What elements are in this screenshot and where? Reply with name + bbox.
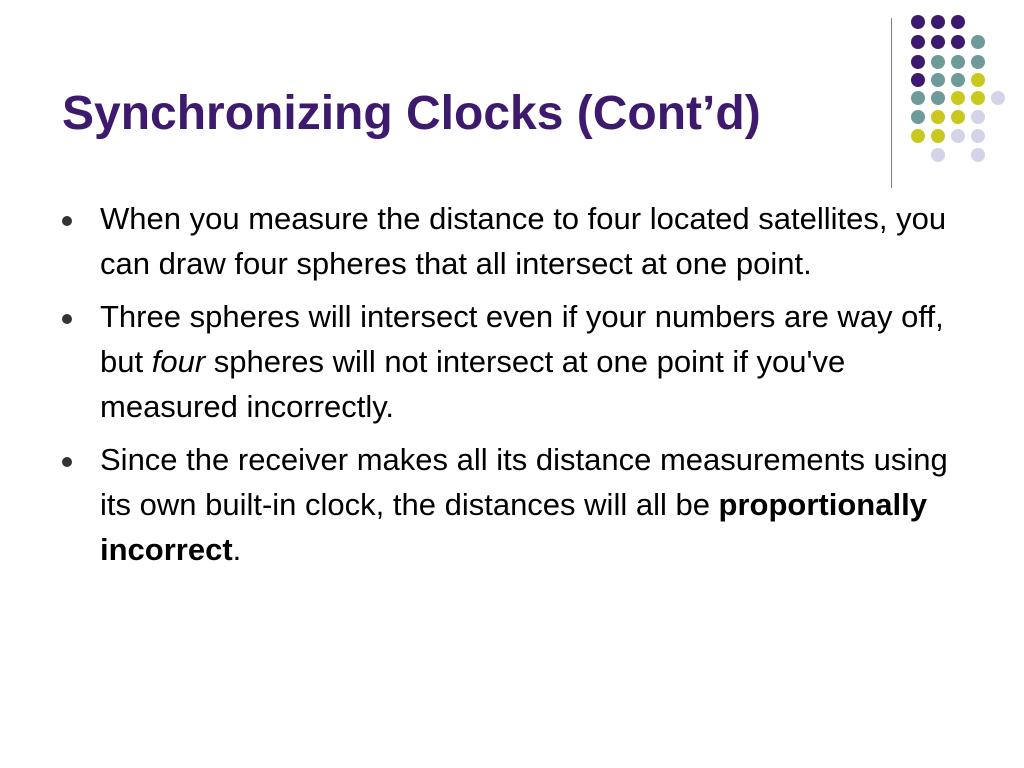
- decorative-dot: [931, 110, 945, 124]
- bullet-item: [62, 294, 982, 429]
- bullet-dot-icon: [62, 457, 72, 467]
- bullet-text-strong: proportionally incorrect: [100, 487, 927, 567]
- title-divider-line: [891, 18, 892, 188]
- decorative-dot: [951, 91, 965, 105]
- decorative-dot: [911, 110, 925, 124]
- bullet-dot-icon: [62, 216, 72, 226]
- decorative-dot: [951, 73, 965, 87]
- decorative-dot: [951, 129, 965, 143]
- decorative-dot: [931, 91, 945, 105]
- decorative-dot: [971, 148, 985, 162]
- decorative-dot: [911, 91, 925, 105]
- bullet-text-before: Three spheres will intersect even if your numbers are way off, but: [100, 299, 944, 379]
- decorative-dot: [911, 129, 925, 143]
- decorative-dot: [911, 15, 925, 29]
- decorative-dot: [971, 91, 985, 105]
- decorative-dot: [931, 55, 945, 69]
- decorative-dot: [971, 55, 985, 69]
- bullet-text-after: spheres will not intersect at one point if you've measured incorrectly.: [100, 344, 846, 424]
- decorative-dot: [971, 73, 985, 87]
- bullet-text-before: Since the receiver makes all its distance measurements using its own built-in clock, the distances will all be: [100, 442, 948, 522]
- bullet-item: [62, 437, 982, 572]
- decorative-dot: [911, 55, 925, 69]
- bullet-dot-icon: [62, 314, 72, 324]
- decorative-dot: [931, 73, 945, 87]
- decorative-dot: [951, 15, 965, 29]
- decorative-dot: [991, 91, 1005, 105]
- decorative-dot: [971, 129, 985, 143]
- decorative-dot: [971, 35, 985, 49]
- bullet-item: [62, 196, 982, 286]
- decorative-dot: [951, 55, 965, 69]
- bullet-text: When you measure the distance to four located satellites, you can draw four spheres that all intersect at one point.: [100, 201, 947, 281]
- decorative-dot: [911, 35, 925, 49]
- slide-title: Synchronizing Clocks (Cont’d): [62, 87, 761, 140]
- decorative-dot: [951, 35, 965, 49]
- decorative-dot: [971, 110, 985, 124]
- decorative-dot: [931, 129, 945, 143]
- decorative-dot: [931, 148, 945, 162]
- decorative-dot: [931, 35, 945, 49]
- bullet-text-emphasis: four: [151, 344, 206, 379]
- bullet-list: [62, 196, 982, 580]
- decorative-dot: [911, 73, 925, 87]
- decorative-dot: [931, 15, 945, 29]
- bullet-text-after: .: [232, 532, 242, 567]
- decorative-dot: [951, 110, 965, 124]
